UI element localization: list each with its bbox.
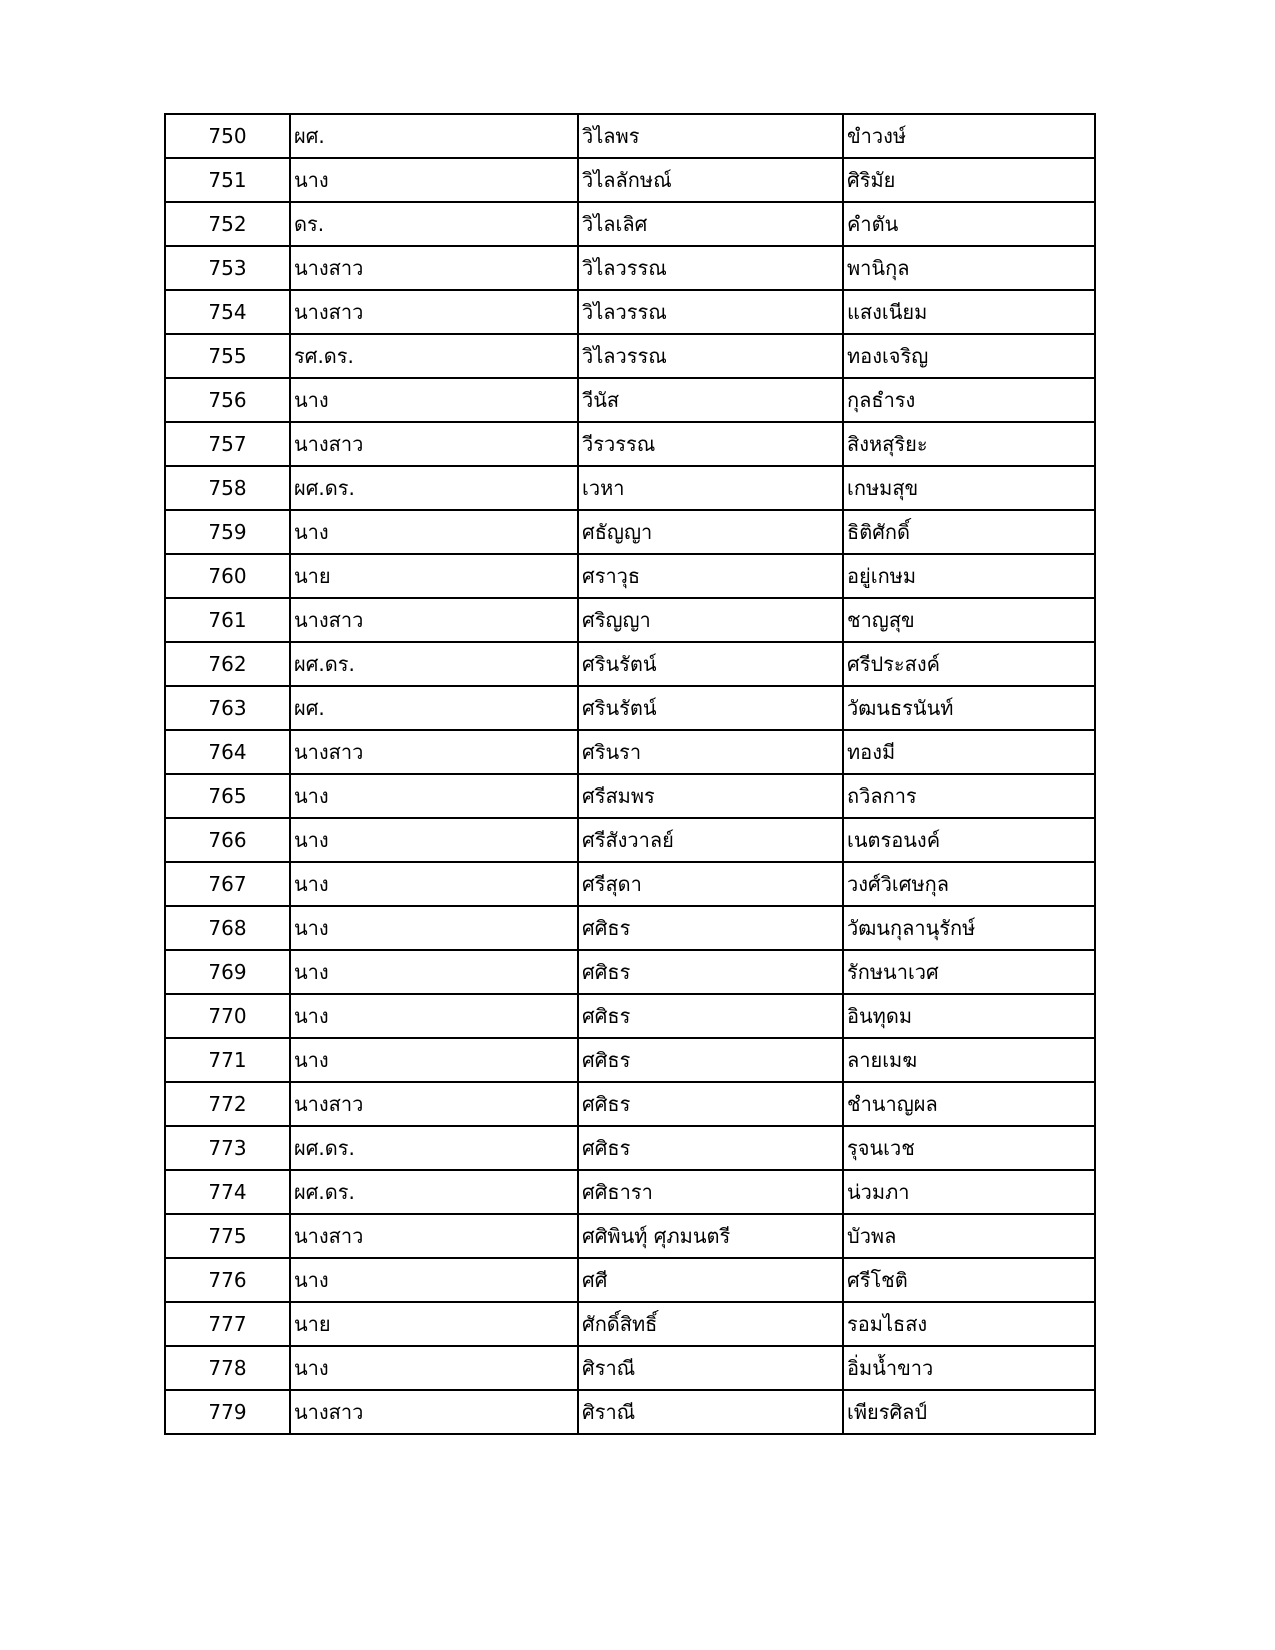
row-title: นางสาว (290, 422, 578, 466)
row-number: 773 (165, 1126, 290, 1170)
name-list-table (164, 113, 1096, 1435)
row-number: 762 (165, 642, 290, 686)
row-number: 776 (165, 1258, 290, 1302)
table-row (165, 1258, 1095, 1302)
row-title: นางสาว (290, 1214, 578, 1258)
row-title: นางสาว (290, 598, 578, 642)
row-number: 763 (165, 686, 290, 730)
table-row (165, 1390, 1095, 1434)
row-last-name: วัฒนกุลานุรักษ์ (843, 906, 1095, 950)
row-last-name: พานิกุล (843, 246, 1095, 290)
table-row (165, 1346, 1095, 1390)
row-last-name: ลายเมฆ (843, 1038, 1095, 1082)
row-first-name: ศธัญญา (578, 510, 843, 554)
row-number: 770 (165, 994, 290, 1038)
row-last-name: รุจนเวช (843, 1126, 1095, 1170)
row-number: 774 (165, 1170, 290, 1214)
row-title: นางสาว (290, 730, 578, 774)
row-number: 766 (165, 818, 290, 862)
row-first-name: เวหา (578, 466, 843, 510)
row-number: 778 (165, 1346, 290, 1390)
table-row (165, 246, 1095, 290)
row-first-name: วีนัส (578, 378, 843, 422)
row-number: 777 (165, 1302, 290, 1346)
row-last-name: ชาญสุข (843, 598, 1095, 642)
row-title: ผศ.ดร. (290, 1170, 578, 1214)
row-title: นาง (290, 906, 578, 950)
row-number: 772 (165, 1082, 290, 1126)
name-list-body (165, 114, 1095, 1434)
row-title: ผศ.ดร. (290, 642, 578, 686)
row-last-name: วัฒนธรนันท์ (843, 686, 1095, 730)
row-title: นาง (290, 862, 578, 906)
row-title: นาง (290, 774, 578, 818)
row-title: นาง (290, 158, 578, 202)
row-number: 765 (165, 774, 290, 818)
row-first-name: ศิราณี (578, 1390, 843, 1434)
table-row (165, 290, 1095, 334)
row-first-name: ศรีสมพร (578, 774, 843, 818)
table-row (165, 1302, 1095, 1346)
row-number: 759 (165, 510, 290, 554)
row-number: 756 (165, 378, 290, 422)
row-last-name: อินทุดม (843, 994, 1095, 1038)
row-number: 764 (165, 730, 290, 774)
row-first-name: ศักดิ์สิทธิ์ (578, 1302, 843, 1346)
row-first-name: วิไลวรรณ (578, 290, 843, 334)
row-last-name: ถวิลการ (843, 774, 1095, 818)
row-last-name: น่วมภา (843, 1170, 1095, 1214)
row-first-name: ศศิธารา (578, 1170, 843, 1214)
row-title: นางสาว (290, 1390, 578, 1434)
row-number: 761 (165, 598, 290, 642)
row-title: นาง (290, 994, 578, 1038)
row-last-name: ศรีประสงค์ (843, 642, 1095, 686)
row-first-name: วิไลวรรณ (578, 334, 843, 378)
row-last-name: รักษนาเวศ (843, 950, 1095, 994)
row-last-name: กุลธำรง (843, 378, 1095, 422)
row-last-name: ศรีโชติ (843, 1258, 1095, 1302)
row-last-name: อยู่เกษม (843, 554, 1095, 598)
row-number: 757 (165, 422, 290, 466)
row-title: ดร. (290, 202, 578, 246)
row-number: 751 (165, 158, 290, 202)
row-number: 768 (165, 906, 290, 950)
row-last-name: เกษมสุข (843, 466, 1095, 510)
row-first-name: ศรีสังวาลย์ (578, 818, 843, 862)
row-number: 769 (165, 950, 290, 994)
row-title: นาง (290, 818, 578, 862)
row-title: ผศ. (290, 686, 578, 730)
row-number: 754 (165, 290, 290, 334)
table-row (165, 730, 1095, 774)
row-first-name: ศศิธร (578, 994, 843, 1038)
row-number: 775 (165, 1214, 290, 1258)
table-row (165, 862, 1095, 906)
table-row (165, 1126, 1095, 1170)
table-row (165, 906, 1095, 950)
table-row (165, 1170, 1095, 1214)
row-title: นาย (290, 1302, 578, 1346)
row-number: 767 (165, 862, 290, 906)
table-row (165, 510, 1095, 554)
table-row (165, 994, 1095, 1038)
table-row (165, 1082, 1095, 1126)
table-row (165, 598, 1095, 642)
table-row (165, 774, 1095, 818)
row-last-name: วงศ์วิเศษกุล (843, 862, 1095, 906)
row-number: 760 (165, 554, 290, 598)
row-last-name: เพียรศิลป์ (843, 1390, 1095, 1434)
row-first-name: ศศิธร (578, 1038, 843, 1082)
table-row (165, 950, 1095, 994)
row-last-name: สิงหสุริยะ (843, 422, 1095, 466)
row-last-name: แสงเนียม (843, 290, 1095, 334)
row-number: 771 (165, 1038, 290, 1082)
row-title: นาง (290, 1258, 578, 1302)
row-title: นาง (290, 950, 578, 994)
row-title: นาง (290, 378, 578, 422)
row-last-name: ทองเจริญ (843, 334, 1095, 378)
row-first-name: ศรินรัตน์ (578, 642, 843, 686)
row-title: ผศ.ดร. (290, 1126, 578, 1170)
row-last-name: รอมไธสง (843, 1302, 1095, 1346)
table-row (165, 422, 1095, 466)
row-number: 758 (165, 466, 290, 510)
row-title: นางสาว (290, 1082, 578, 1126)
row-first-name: ศศิพินทุ์ ศุภมนตรี (578, 1214, 843, 1258)
table-row (165, 114, 1095, 158)
row-first-name: ศราวุธ (578, 554, 843, 598)
row-number: 779 (165, 1390, 290, 1434)
row-title: นาย (290, 554, 578, 598)
row-last-name: อิ่มน้ำขาว (843, 1346, 1095, 1390)
row-first-name: ศศิธร (578, 906, 843, 950)
row-number: 752 (165, 202, 290, 246)
table-row (165, 554, 1095, 598)
row-first-name: วิไลลักษณ์ (578, 158, 843, 202)
row-first-name: วิไลเลิศ (578, 202, 843, 246)
row-title: ผศ. (290, 114, 578, 158)
row-title: นาง (290, 1038, 578, 1082)
row-first-name: วีรวรรณ (578, 422, 843, 466)
row-first-name: วิไลพร (578, 114, 843, 158)
row-first-name: ศรินรา (578, 730, 843, 774)
row-number: 755 (165, 334, 290, 378)
row-number: 753 (165, 246, 290, 290)
table-row (165, 466, 1095, 510)
row-first-name: ศศิธร (578, 950, 843, 994)
row-title: ผศ.ดร. (290, 466, 578, 510)
row-first-name: ศริญญา (578, 598, 843, 642)
row-last-name: ทองมี (843, 730, 1095, 774)
row-last-name: คำตัน (843, 202, 1095, 246)
table-row (165, 686, 1095, 730)
row-first-name: ศศิธร (578, 1082, 843, 1126)
table-row (165, 818, 1095, 862)
row-first-name: ศรินรัตน์ (578, 686, 843, 730)
row-last-name: บัวพล (843, 1214, 1095, 1258)
row-last-name: ชำนาญผล (843, 1082, 1095, 1126)
row-first-name: ศิราณี (578, 1346, 843, 1390)
table-row (165, 334, 1095, 378)
table-row (165, 158, 1095, 202)
row-last-name: เนตรอนงค์ (843, 818, 1095, 862)
row-last-name: ธิติศักดิ์ (843, 510, 1095, 554)
row-last-name: ขำวงษ์ (843, 114, 1095, 158)
row-title: รศ.ดร. (290, 334, 578, 378)
row-title: นาง (290, 1346, 578, 1390)
table-row (165, 642, 1095, 686)
table-row (165, 1038, 1095, 1082)
row-first-name: วิไลวรรณ (578, 246, 843, 290)
row-title: นางสาว (290, 290, 578, 334)
row-first-name: ศรีสุดา (578, 862, 843, 906)
row-last-name: ศิริมัย (843, 158, 1095, 202)
table-row (165, 378, 1095, 422)
row-first-name: ศศิธร (578, 1126, 843, 1170)
row-title: นางสาว (290, 246, 578, 290)
row-title: นาง (290, 510, 578, 554)
table-row (165, 1214, 1095, 1258)
table-row (165, 202, 1095, 246)
row-number: 750 (165, 114, 290, 158)
row-first-name: ศศี (578, 1258, 843, 1302)
